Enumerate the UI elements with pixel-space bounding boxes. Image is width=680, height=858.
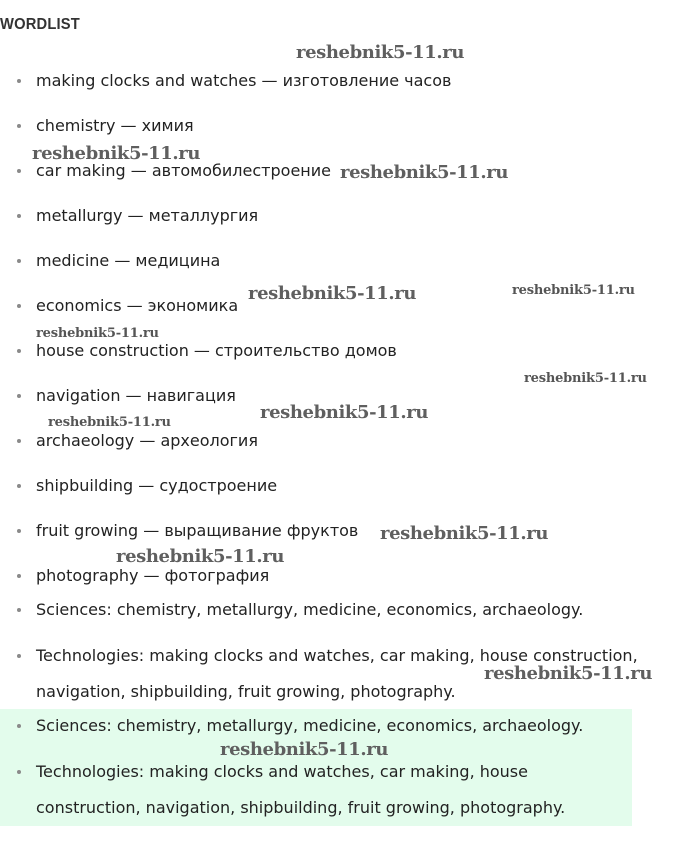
list-item: chemistry — химия — [36, 108, 194, 144]
list-item: fruit growing — выращивание фруктов — [36, 513, 358, 549]
watermark: reshebnik5-11.ru — [220, 739, 389, 760]
list-item: Technologies: making clocks and watches, car making, house construction, navigation, shipbuilding, fruit growing, photography. — [36, 638, 666, 710]
watermark: reshebnik5-11.ru — [484, 663, 653, 684]
list-item: medicine — медицина — [36, 243, 220, 279]
watermark: reshebnik5-11.ru — [524, 371, 647, 386]
watermark: reshebnik5-11.ru — [512, 283, 635, 298]
list-item: navigation — навигация — [36, 378, 236, 414]
list-item: house construction — строительство домов — [36, 333, 397, 369]
list-item: Sciences: chemistry, metallurgy, medicine, economics, archaeology. — [36, 592, 583, 628]
list-item: economics — экономика — [36, 288, 238, 324]
watermark: reshebnik5-11.ru — [48, 415, 171, 430]
list-item: making clocks and watches — изготовление часов — [36, 63, 451, 99]
watermark: reshebnik5-11.ru — [116, 546, 285, 567]
list-item: car making — автомобилестроение — [36, 153, 331, 189]
answer-item: Sciences: chemistry, metallurgy, medicine, economics, archaeology. — [36, 708, 583, 744]
watermark: reshebnik5-11.ru — [32, 143, 201, 164]
answer-item: Technologies: making clocks and watches, car making, house construction, navigation, shipbuilding, fruit growing, photography. — [36, 754, 636, 826]
wordlist-heading: WORDLIST — [0, 16, 80, 33]
list-item: metallurgy — металлургия — [36, 198, 258, 234]
watermark: reshebnik5-11.ru — [36, 326, 159, 341]
watermark: reshebnik5-11.ru — [260, 402, 429, 423]
watermark: reshebnik5-11.ru — [248, 283, 417, 304]
watermark: reshebnik5-11.ru — [340, 162, 509, 183]
list-item: archaeology — археология — [36, 423, 258, 459]
watermark: reshebnik5-11.ru — [296, 42, 465, 63]
list-item: photography — фотография — [36, 558, 269, 594]
list-item: shipbuilding — судостроение — [36, 468, 277, 504]
watermark: reshebnik5-11.ru — [380, 523, 549, 544]
